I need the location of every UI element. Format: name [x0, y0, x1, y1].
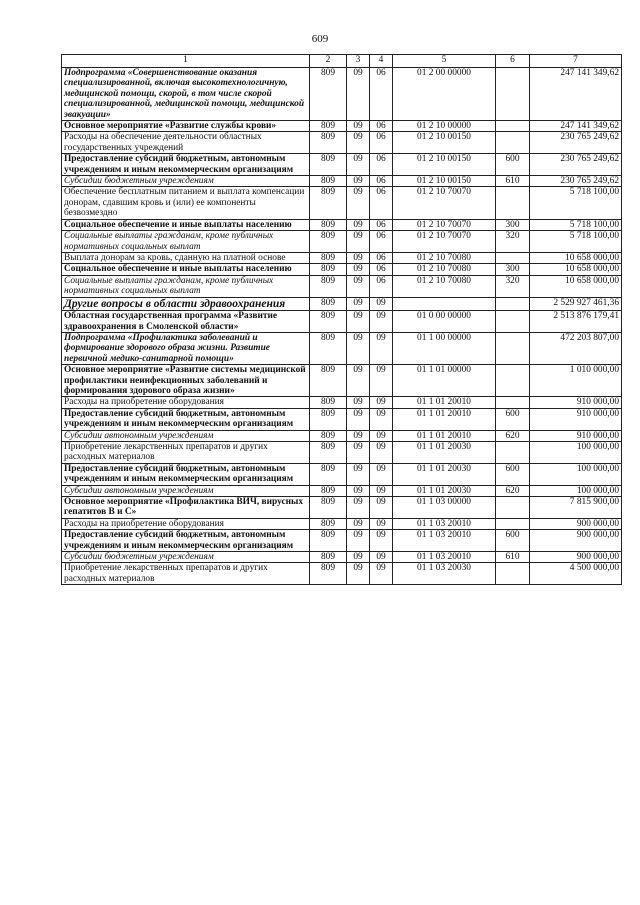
table-row — [62, 430, 622, 441]
row-description: Основное мероприятие «Развитие службы крови» — [62, 121, 310, 132]
row-expense-type: 610 — [496, 176, 530, 187]
row-amount: 247 141 349,62 — [530, 121, 622, 132]
row-section-code: 09 — [347, 497, 370, 519]
row-expense-type — [496, 68, 530, 121]
table-row — [62, 219, 622, 230]
row-subsection-code: 09 — [370, 297, 393, 311]
row-description: Расходы на приобретение оборудования — [62, 397, 310, 408]
row-ministry-code: 809 — [310, 132, 347, 154]
row-description: Субсидии автономным учреждениям — [62, 485, 310, 496]
row-amount: 1 010 000,00 — [530, 365, 622, 397]
row-subsection-code: 06 — [370, 187, 393, 219]
table-row — [62, 264, 622, 275]
row-section-code: 09 — [347, 187, 370, 219]
row-target-article: 01 1 01 20010 — [393, 397, 496, 408]
row-expense-type — [496, 497, 530, 519]
row-expense-type — [496, 297, 530, 311]
row-section-code: 09 — [347, 252, 370, 263]
row-target-article: 01 1 01 20010 — [393, 408, 496, 430]
row-target-article: 01 2 10 70080 — [393, 275, 496, 297]
row-section-code: 09 — [347, 365, 370, 397]
row-ministry-code: 809 — [310, 176, 347, 187]
row-subsection-code: 09 — [370, 497, 393, 519]
table-row — [62, 365, 622, 397]
row-ministry-code: 809 — [310, 297, 347, 311]
row-amount: 472 203 807,00 — [530, 332, 622, 364]
header-col-5: 5 — [393, 55, 496, 68]
row-amount: 100 000,00 — [530, 485, 622, 496]
row-subsection-code: 06 — [370, 154, 393, 176]
row-description: Предоставление субсидий бюджетным, автономным учреждениям и иным некоммерческим организациям — [62, 154, 310, 176]
row-ministry-code: 809 — [310, 231, 347, 253]
row-expense-type — [496, 132, 530, 154]
table-row — [62, 408, 622, 430]
row-subsection-code: 09 — [370, 430, 393, 441]
row-amount: 2 529 927 461,36 — [530, 297, 622, 311]
row-section-code: 09 — [347, 332, 370, 364]
row-target-article: 01 2 10 00000 — [393, 121, 496, 132]
row-subsection-code: 09 — [370, 365, 393, 397]
row-description: Субсидии автономным учреждениям — [62, 430, 310, 441]
row-target-article: 01 2 10 70080 — [393, 252, 496, 263]
row-section-code: 09 — [347, 176, 370, 187]
table-header-row — [62, 55, 622, 68]
table-row — [62, 132, 622, 154]
row-target-article: 01 1 03 20030 — [393, 563, 496, 585]
row-section-code: 09 — [347, 518, 370, 529]
row-section-code: 09 — [347, 132, 370, 154]
table-row — [62, 442, 622, 464]
row-amount: 230 765 249,62 — [530, 176, 622, 187]
row-subsection-code: 06 — [370, 252, 393, 263]
table-row — [62, 121, 622, 132]
row-expense-type: 320 — [496, 275, 530, 297]
row-expense-type — [496, 311, 530, 333]
table-row — [62, 463, 622, 485]
table-row — [62, 530, 622, 552]
row-ministry-code: 809 — [310, 563, 347, 585]
row-section-code: 09 — [347, 530, 370, 552]
table-row — [62, 176, 622, 187]
row-section-code: 09 — [347, 311, 370, 333]
row-expense-type — [496, 252, 530, 263]
row-amount: 910 000,00 — [530, 430, 622, 441]
row-ministry-code: 809 — [310, 442, 347, 464]
row-target-article: 01 2 10 70070 — [393, 187, 496, 219]
row-description: Предоставление субсидий бюджетным, автономным учреждениям и иным некоммерческим организациям — [62, 530, 310, 552]
row-ministry-code: 809 — [310, 518, 347, 529]
row-section-code: 09 — [347, 154, 370, 176]
row-target-article: 01 2 10 00150 — [393, 176, 496, 187]
row-ministry-code: 809 — [310, 264, 347, 275]
table-row — [62, 275, 622, 297]
row-expense-type: 600 — [496, 154, 530, 176]
row-target-article: 01 1 01 20010 — [393, 430, 496, 441]
row-description: Приобретение лекарственных препаратов и других расходных материалов — [62, 563, 310, 585]
table-row — [62, 297, 622, 311]
row-subsection-code: 06 — [370, 264, 393, 275]
row-target-article: 01 1 01 00000 — [393, 365, 496, 397]
row-expense-type — [496, 563, 530, 585]
row-target-article: 01 1 03 20010 — [393, 552, 496, 563]
row-description: Расходы на обеспечение деятельности областных государственных учреждений — [62, 132, 310, 154]
row-amount: 5 718 100,00 — [530, 231, 622, 253]
row-expense-type: 300 — [496, 219, 530, 230]
row-amount: 900 000,00 — [530, 552, 622, 563]
page-number: 609 — [311, 33, 329, 45]
row-expense-type — [496, 332, 530, 364]
row-section-code: 09 — [347, 563, 370, 585]
row-amount: 100 000,00 — [530, 463, 622, 485]
row-section-code: 09 — [347, 397, 370, 408]
row-subsection-code: 09 — [370, 463, 393, 485]
table-row — [62, 485, 622, 496]
row-amount: 10 658 000,00 — [530, 275, 622, 297]
row-ministry-code: 809 — [310, 252, 347, 263]
row-target-article: 01 2 10 00150 — [393, 132, 496, 154]
row-target-article: 01 2 10 70070 — [393, 219, 496, 230]
row-target-article: 01 1 01 20030 — [393, 442, 496, 464]
row-description: Подпрограмма «Профилактика заболеваний и формирование здорового образа жизни. Развитие первичной медико-санитарной помощи» — [62, 332, 310, 364]
row-target-article: 01 1 01 20030 — [393, 463, 496, 485]
row-description: Приобретение лекарственных препаратов и других расходных материалов — [62, 442, 310, 464]
row-subsection-code: 09 — [370, 311, 393, 333]
row-section-code: 09 — [347, 68, 370, 121]
row-section-code: 09 — [347, 297, 370, 311]
row-ministry-code: 809 — [310, 365, 347, 397]
row-subsection-code: 06 — [370, 68, 393, 121]
row-target-article: 01 2 10 70070 — [393, 231, 496, 253]
table-row — [62, 332, 622, 364]
row-subsection-code: 06 — [370, 231, 393, 253]
table-row — [62, 397, 622, 408]
table-row — [62, 187, 622, 219]
table-body — [62, 68, 622, 585]
row-ministry-code: 809 — [310, 397, 347, 408]
table-row — [62, 563, 622, 585]
row-amount: 247 141 349,62 — [530, 68, 622, 121]
row-ministry-code: 809 — [310, 68, 347, 121]
row-expense-type: 610 — [496, 552, 530, 563]
header-col-7: 7 — [530, 55, 622, 68]
row-description: Областная государственная программа «Развитие здравоохранения в Смоленской области» — [62, 311, 310, 333]
row-ministry-code: 809 — [310, 485, 347, 496]
row-section-code: 09 — [347, 463, 370, 485]
row-description: Социальные выплаты гражданам, кроме публичных нормативных социальных выплат — [62, 231, 310, 253]
table-row — [62, 518, 622, 529]
table-row — [62, 231, 622, 253]
row-expense-type — [496, 442, 530, 464]
row-section-code: 09 — [347, 121, 370, 132]
row-target-article: 01 1 03 00000 — [393, 497, 496, 519]
row-description: Подпрограмма «Совершенствование оказания специализированной, включая высокотехнологичную, медицинской помощи, скорой, в том числе скорой специализированной, медицинской помощи, медицинской эвакуации» — [62, 68, 310, 121]
table-row — [62, 252, 622, 263]
row-amount: 5 718 100,00 — [530, 219, 622, 230]
row-subsection-code: 09 — [370, 397, 393, 408]
row-expense-type: 300 — [496, 264, 530, 275]
row-subsection-code: 09 — [370, 530, 393, 552]
budget-table — [61, 54, 622, 585]
row-amount: 900 000,00 — [530, 518, 622, 529]
row-expense-type — [496, 365, 530, 397]
row-ministry-code: 809 — [310, 311, 347, 333]
row-subsection-code: 06 — [370, 121, 393, 132]
row-target-article: 01 2 10 70080 — [393, 264, 496, 275]
row-section-code: 09 — [347, 430, 370, 441]
row-subsection-code: 06 — [370, 275, 393, 297]
row-subsection-code: 09 — [370, 408, 393, 430]
row-expense-type: 620 — [496, 430, 530, 441]
row-subsection-code: 09 — [370, 332, 393, 364]
row-ministry-code: 809 — [310, 430, 347, 441]
row-description: Расходы на приобретение оборудования — [62, 518, 310, 529]
row-expense-type — [496, 187, 530, 219]
row-description: Предоставление субсидий бюджетным, автономным учреждениям и иным некоммерческим организациям — [62, 408, 310, 430]
row-amount: 230 765 249,62 — [530, 154, 622, 176]
row-target-article: 01 2 10 00150 — [393, 154, 496, 176]
row-target-article: 01 1 01 20030 — [393, 485, 496, 496]
row-section-code: 09 — [347, 275, 370, 297]
header-col-3: 3 — [347, 55, 370, 68]
row-description: Субсидии бюджетным учреждениям — [62, 176, 310, 187]
row-section-code: 09 — [347, 485, 370, 496]
row-amount: 900 000,00 — [530, 530, 622, 552]
row-description: Основное мероприятие «Развитие системы медицинской профилактики неинфекционных заболеваний и формирования здорового образа жизни» — [62, 365, 310, 397]
row-target-article: 01 2 00 00000 — [393, 68, 496, 121]
row-amount: 5 718 100,00 — [530, 187, 622, 219]
row-section-code: 09 — [347, 219, 370, 230]
row-ministry-code: 809 — [310, 187, 347, 219]
row-description: Предоставление субсидий бюджетным, автономным учреждениям и иным некоммерческим организациям — [62, 463, 310, 485]
row-amount: 2 513 876 179,41 — [530, 311, 622, 333]
row-section-code: 09 — [347, 264, 370, 275]
table-row — [62, 68, 622, 121]
row-expense-type — [496, 121, 530, 132]
row-ministry-code: 809 — [310, 552, 347, 563]
row-ministry-code: 809 — [310, 530, 347, 552]
row-section-code: 09 — [347, 408, 370, 430]
row-section-code: 09 — [347, 442, 370, 464]
row-expense-type: 620 — [496, 485, 530, 496]
header-col-4: 4 — [370, 55, 393, 68]
row-subsection-code: 09 — [370, 552, 393, 563]
row-target-article: 01 0 00 00000 — [393, 311, 496, 333]
row-subsection-code: 06 — [370, 132, 393, 154]
row-subsection-code: 09 — [370, 442, 393, 464]
header-col-6: 6 — [496, 55, 530, 68]
row-expense-type — [496, 518, 530, 529]
row-subsection-code: 09 — [370, 485, 393, 496]
row-ministry-code: 809 — [310, 497, 347, 519]
row-section-code: 09 — [347, 231, 370, 253]
row-expense-type: 600 — [496, 408, 530, 430]
row-target-article: 01 1 00 00000 — [393, 332, 496, 364]
row-description: Субсидии бюджетным учреждениям — [62, 552, 310, 563]
row-description: Социальные выплаты гражданам, кроме публичных нормативных социальных выплат — [62, 275, 310, 297]
row-amount: 7 815 900,00 — [530, 497, 622, 519]
row-amount: 230 765 249,62 — [530, 132, 622, 154]
header-col-2: 2 — [310, 55, 347, 68]
row-amount: 4 500 000,00 — [530, 563, 622, 585]
row-amount: 10 658 000,00 — [530, 252, 622, 263]
row-description: Другие вопросы в области здравоохранения — [62, 297, 310, 311]
row-amount: 10 658 000,00 — [530, 264, 622, 275]
row-subsection-code: 06 — [370, 176, 393, 187]
row-ministry-code: 809 — [310, 463, 347, 485]
row-expense-type: 320 — [496, 231, 530, 253]
row-target-article — [393, 297, 496, 311]
row-amount: 910 000,00 — [530, 397, 622, 408]
row-description: Выплата донорам за кровь, сданную на платной основе — [62, 252, 310, 263]
row-description: Социальное обеспечение и иные выплаты населению — [62, 219, 310, 230]
row-target-article: 01 1 03 20010 — [393, 530, 496, 552]
row-section-code: 09 — [347, 552, 370, 563]
table-row — [62, 552, 622, 563]
header-col-1: 1 — [62, 55, 310, 68]
row-description: Основное мероприятие «Профилактика ВИЧ, вирусных гепатитов В и С» — [62, 497, 310, 519]
row-ministry-code: 809 — [310, 332, 347, 364]
row-ministry-code: 809 — [310, 275, 347, 297]
row-ministry-code: 809 — [310, 408, 347, 430]
row-expense-type: 600 — [496, 530, 530, 552]
table-row — [62, 497, 622, 519]
row-amount: 910 000,00 — [530, 408, 622, 430]
row-ministry-code: 809 — [310, 154, 347, 176]
row-target-article: 01 1 03 20010 — [393, 518, 496, 529]
row-description: Социальное обеспечение и иные выплаты населению — [62, 264, 310, 275]
row-ministry-code: 809 — [310, 121, 347, 132]
row-expense-type: 600 — [496, 463, 530, 485]
row-subsection-code: 06 — [370, 219, 393, 230]
row-expense-type — [496, 397, 530, 408]
table-row — [62, 154, 622, 176]
row-amount: 100 000,00 — [530, 442, 622, 464]
table-row — [62, 311, 622, 333]
row-ministry-code: 809 — [310, 219, 347, 230]
row-subsection-code: 09 — [370, 518, 393, 529]
row-subsection-code: 09 — [370, 563, 393, 585]
row-description: Обеспечение бесплатным питанием и выплата компенсации донорам, сдавшим кровь и (или) ее компоненты безвозмездно — [62, 187, 310, 219]
